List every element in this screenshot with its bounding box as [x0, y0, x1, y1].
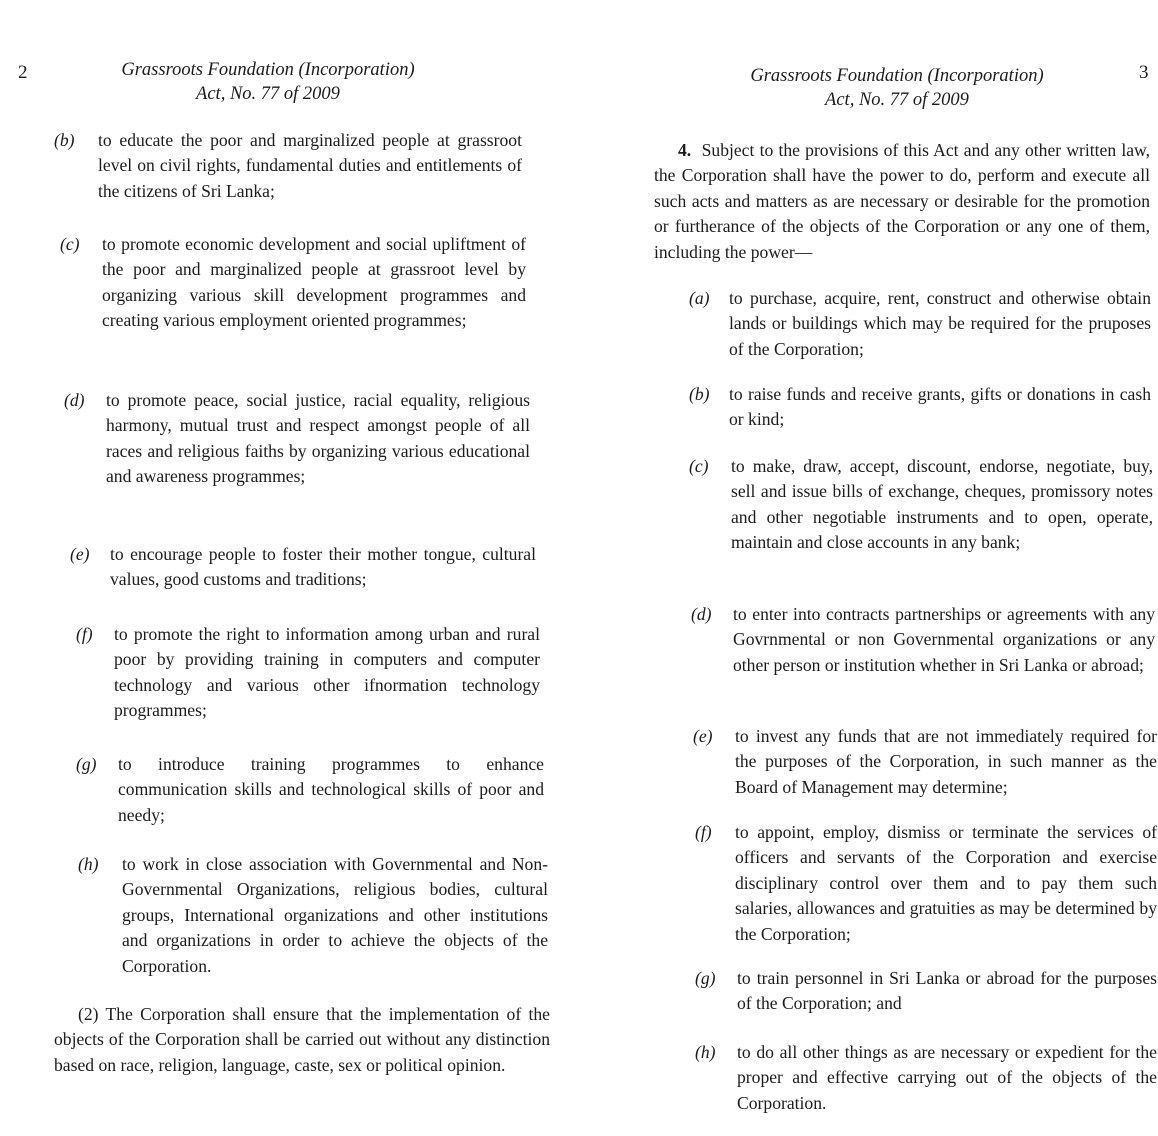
page-number: 2: [18, 62, 28, 83]
item-text: to appoint, employ, dismiss or terminate the services of officers and servants of the Corporation and exercise disciplinary control over them and to pay them such salaries, allowances and gratuities as may be determined by the Corporation;: [735, 822, 1157, 944]
item-label: (b): [689, 384, 710, 404]
item-label: (g): [695, 968, 716, 988]
item-text: to encourage people to foster their mother tongue, cultural values, good customs and traditions;: [110, 544, 536, 590]
item-text: to invest any funds that are not immediately required for the purposes of the Corporation, in such manner as the Board of Management may determine;: [735, 726, 1157, 797]
item-label: (c): [60, 234, 80, 254]
page-number: 3: [1139, 62, 1149, 83]
header-title: Grassroots Foundation (Incorporation): [121, 60, 415, 80]
item-text: to do all other things as are necessary or expedient for the proper and effective carrying out of the objects of the Corporation.: [737, 1042, 1157, 1113]
item-label: (h): [78, 854, 99, 874]
item-label: (e): [70, 544, 90, 564]
section-4-paragraph: [654, 138, 1150, 265]
item-label: (f): [695, 822, 712, 842]
section-number: 4.: [678, 140, 692, 160]
item-text: to promote peace, social justice, racial equality, religious harmony, mutual trust and respect amongst people of all races and religious faiths by organizing various educational and awareness programmes;: [106, 390, 530, 487]
item-text: to make, draw, accept, discount, endorse, negotiate, buy, sell and issue bills of exchange, cheques, promissory notes and other negotiable instruments and to open, operate, maintain and close accounts in any bank;: [731, 456, 1153, 553]
header-act: Act, No. 77 of 2009: [196, 84, 340, 104]
item-text: to work in close association with Governmental and Non-Governmental Organizations, religious bodies, cultural groups, International organizations and other institutions and organizations in order to achieve the objects of the Corporation.: [122, 854, 548, 976]
item-text: to train personnel in Sri Lanka or abroad for the purposes of the Corporation; and: [737, 968, 1157, 1014]
section-text: Subject to the provisions of this Act and any other written law, the Corporation shall have the power to do, perform and execute all such acts and matters as are necessary or desirable for the promotion or furtherance of the objects of the Corporation or any one of them, including the power—: [654, 140, 1151, 262]
item-label: (h): [695, 1042, 716, 1062]
running-header: [727, 64, 1067, 112]
item-text: to enter into contracts partnerships or agreements with any Govrnmental or non Governmental organizations or any other person or institution whether in Sri Lanka or abroad;: [733, 604, 1155, 675]
item-label: (f): [76, 624, 93, 644]
item-label: (e): [693, 726, 713, 746]
item-label: (d): [691, 604, 712, 624]
right-page: [579, 0, 1158, 1136]
item-text: to promote the right to information among urban and rural poor by providing training in computers and computer technology and various other ifnormation technology programmes;: [114, 624, 540, 721]
item-label: (g): [76, 754, 97, 774]
item-text: to promote economic development and social upliftment of the poor and marginalized people at grassroot level by organizing various skill development programmes and creating various employment oriented programmes;: [102, 234, 526, 331]
item-text: to educate the poor and marginalized people at grassroot level on civil rights, fundamental duties and entitlements of the citizens of Sri Lanka;: [98, 130, 522, 201]
item-text: to purchase, acquire, rent, construct and otherwise obtain lands or buildings which may be required for the pruposes of the Corporation;: [729, 288, 1151, 359]
header-act: Act, No. 77 of 2009: [825, 90, 969, 110]
item-text: to introduce training programmes to enhance communication skills and technological skills of poor and needy;: [118, 754, 544, 825]
item-text: to raise funds and receive grants, gifts or donations in cash or kind;: [729, 384, 1151, 430]
running-header: [100, 58, 436, 106]
item-label: (d): [64, 390, 85, 410]
item-label: (c): [689, 456, 709, 476]
header-title: Grassroots Foundation (Incorporation): [750, 66, 1044, 86]
closing-paragraph: (2) The Corporation shall ensure that the implementation of the objects of the Corporation shall be carried out without any distinction based on race, religion, language, caste, sex or political opinion.: [54, 1004, 550, 1075]
item-label: (b): [54, 130, 75, 150]
item-label: (a): [689, 288, 710, 308]
